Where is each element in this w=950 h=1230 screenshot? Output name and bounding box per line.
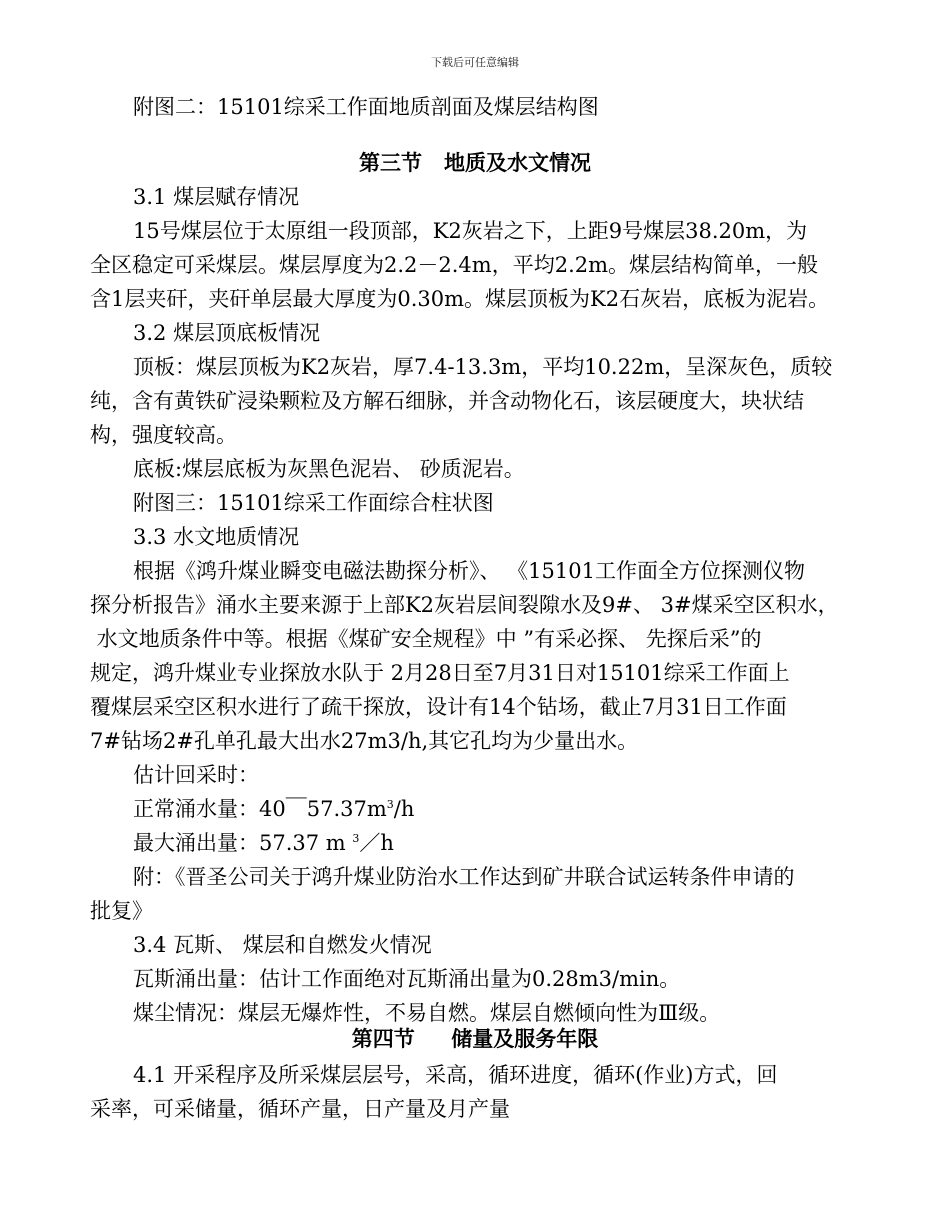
max-inflow-line: 最大涌出量：57.37 m $^3$／h <box>133 831 394 855</box>
paragraph-line: 根据《鸿升煤业瞬变电磁法勘探分析》、 《15101工作面全方位探测仪物 <box>133 559 805 583</box>
section-4-heading: 第四节 储量及服务年限 <box>351 1026 599 1051</box>
paragraph-line: 15号煤层位于太原组一段顶部，K2灰岩之下，上距9号煤层38.20m，为 <box>133 219 808 243</box>
paragraph-line: 探分析报告》涌水主要来源于上部K2灰岩层间裂隙水及9#、 3#煤采空区积水， <box>90 593 839 617</box>
paragraph-line: 规定，鸿升煤业专业探放水队于 2月28日至7月31日对15101综采工作面上 <box>90 661 790 685</box>
normal-inflow-line: 正常涌水量：40￣$57.37m^3/h$ <box>133 797 415 821</box>
paragraph-line: 覆煤层采空区积水进行了疏干探放，设计有14个钻场，截止7月31日工作面 <box>90 695 787 719</box>
paragraph-line: 煤尘情况：煤层无爆炸性，不易自燃。煤层自燃倾向性为Ⅲ级。 <box>133 1001 721 1025</box>
paragraph-line: 含1层夹矸，夹矸单层最大厚度为0.30m。煤层顶板为K2石灰岩，底板为泥岩。 <box>90 287 830 311</box>
paragraph-line: 7#钻场2#孔单孔最大出水27m3/h,其它孔均为少量出水。 <box>90 729 639 753</box>
subsection-3-4-heading: 3.4 瓦斯、 煤层和自燃发火情况 <box>133 933 432 957</box>
page-header: 下载后可任意编辑 <box>431 56 519 69</box>
paragraph-line: 附：《晋圣公司关于鸿升煤业防治水工作达到矿井联合试运转条件申请的 <box>133 865 795 889</box>
subsection-3-3-heading: 3.3 水文地质情况 <box>133 525 300 549</box>
paragraph-line: 批复》 <box>90 899 153 923</box>
paragraph-line: 瓦斯涌出量：估计工作面绝对瓦斯涌出量为0.28m3/min。 <box>133 967 681 991</box>
subsection-4-1-heading: 4.1 开采程序及所采煤层层号，采高，循环进度，循环(作业)方式，回 <box>133 1063 778 1087</box>
paragraph-line: 全区稳定可采煤层。煤层厚度为2.2－2.4m，平均2.2m。煤层结构简单，一般 <box>90 253 819 277</box>
subsection-3-2-heading: 3.2 煤层顶底板情况 <box>133 321 321 345</box>
paragraph-line: 纯，含有黄铁矿浸染颗粒及方解石细脉，并含动物化石，该层硬度大，块状结 <box>90 389 804 413</box>
section-3-heading: 第三节 地质及水文情况 <box>359 150 591 175</box>
paragraph-line: 采率，可采储量，循环产量，日产量及月产量 <box>90 1097 510 1121</box>
paragraph-line: 估计回采时： <box>133 763 259 787</box>
figure-2-caption: 附图二：15101综采工作面地质剖面及煤层结构图 <box>133 95 599 119</box>
subsection-3-1-heading: 3.1 煤层赋存情况 <box>133 185 300 209</box>
figure-3-caption: 附图三：15101综采工作面综合柱状图 <box>133 491 494 515</box>
paragraph-line: 顶板：煤层顶板为K2灰岩，厚7.4-13.3m，平均10.22m，呈深灰色，质较 <box>133 355 833 379</box>
paragraph-line: 底板:煤层底板为灰黑色泥岩、 砂质泥岩。 <box>133 457 525 481</box>
paragraph-line: 构，强度较高。 <box>90 423 237 447</box>
paragraph-line: 水文地质条件中等。根据《煤矿安全规程》中 ”有采必探、 先探后采”的 <box>90 627 762 651</box>
